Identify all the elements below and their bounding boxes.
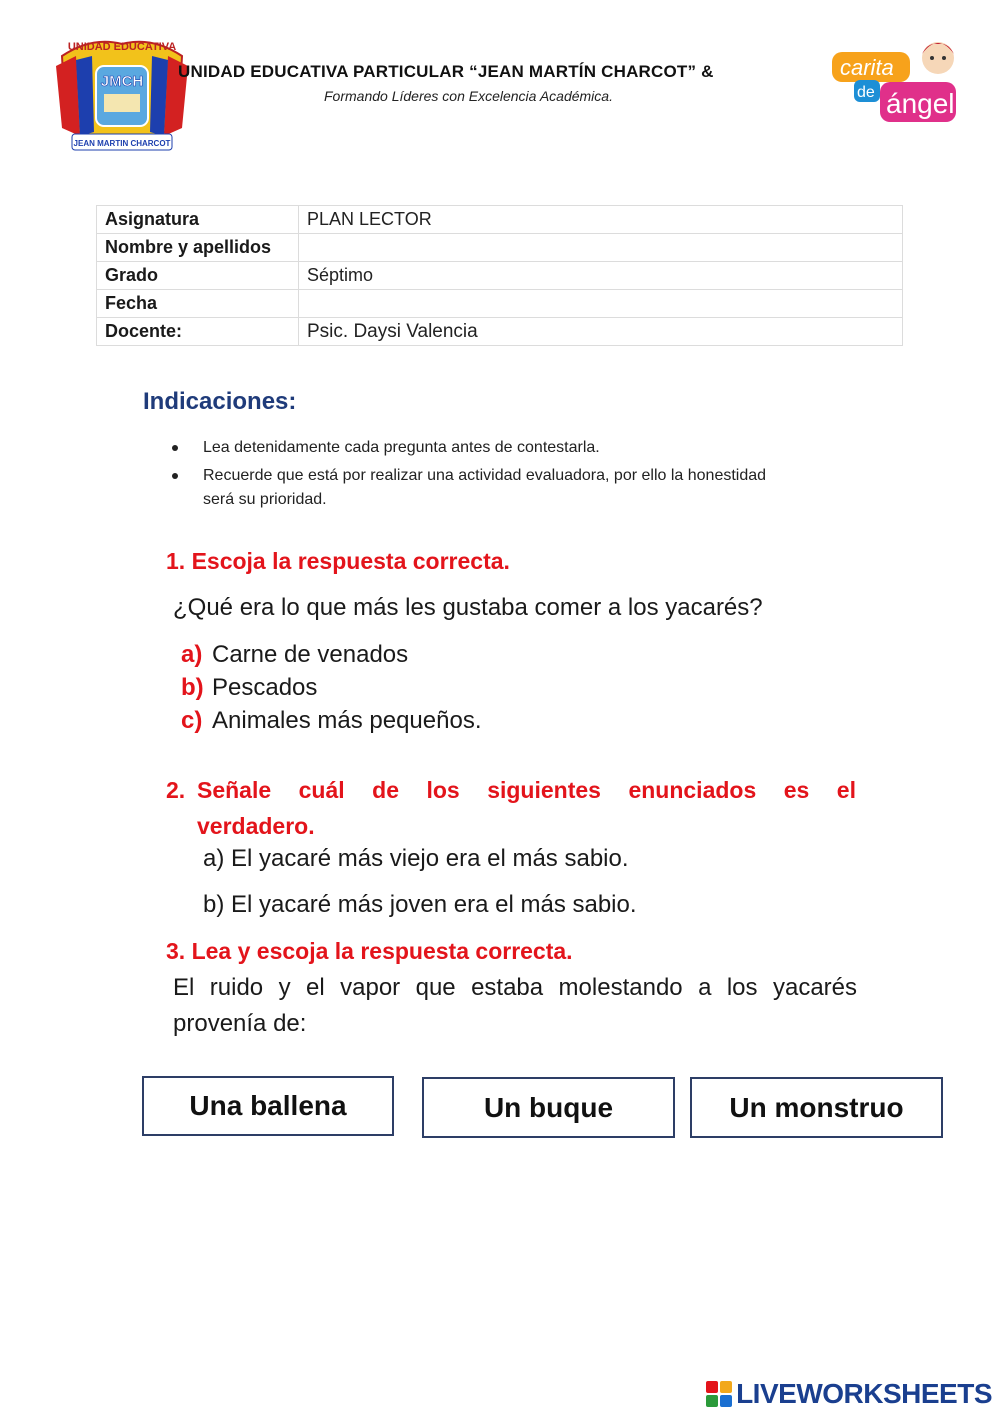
svg-text:JMCH: JMCH	[100, 73, 144, 90]
question-2-option-b[interactable]	[203, 891, 637, 919]
teacher-value: Psic. Daysi Valencia	[299, 318, 903, 346]
school-name: UNIDAD EDUCATIVA PARTICULAR “JEAN MARTÍN CHARCOT” &	[178, 62, 714, 81]
list-item	[172, 464, 872, 512]
svg-text:carita: carita	[840, 55, 894, 80]
name-field[interactable]	[299, 234, 903, 262]
table-row	[97, 262, 903, 290]
svg-text:JEAN MARTIN CHARCOT: JEAN MARTIN CHARCOT	[73, 139, 171, 148]
grade-value: Séptimo	[299, 262, 903, 290]
question-2-title	[166, 772, 856, 844]
question-3-title: 3. Lea y escoja la respuesta correcta.	[166, 938, 573, 964]
question-1-option-a[interactable]	[181, 641, 408, 669]
option-letter: c)	[181, 707, 203, 734]
question-1-title: 1. Escoja la respuesta correcta.	[166, 548, 510, 574]
svg-text:UNIDAD EDUCATIVA: UNIDAD EDUCATIVA	[67, 41, 177, 53]
instruction-text: será su prioridad.	[203, 491, 327, 508]
grade-label: Grado	[97, 262, 299, 290]
liveworksheets-icon	[706, 1381, 732, 1407]
date-label: Fecha	[97, 290, 299, 318]
table-row	[97, 206, 903, 234]
teacher-label: Docente:	[97, 318, 299, 346]
subject-label: Asignatura	[97, 206, 299, 234]
question-1-option-c[interactable]	[181, 707, 481, 735]
subject-value: PLAN LECTOR	[299, 206, 903, 234]
student-info-table	[96, 205, 903, 346]
option-text: El yacaré más joven era el más sabio.	[231, 891, 637, 918]
instruction-text: Lea detenidamente cada pregunta antes de contestarla.	[203, 439, 600, 456]
option-letter: a)	[181, 641, 203, 668]
answer-box-ballena[interactable]: Una ballena	[142, 1076, 394, 1136]
carita-de-angel-logo	[830, 30, 960, 126]
instruction-text: Recuerde que está por realizar una actividad evaluadora, por ello la honestidad	[203, 467, 767, 484]
option-letter: b)	[181, 674, 204, 701]
question-number: 2.	[166, 777, 186, 803]
school-logo	[52, 36, 192, 154]
option-text: El yacaré más viejo era el más sabio.	[231, 845, 629, 872]
bullet-icon	[172, 445, 178, 451]
option-text: Animales más pequeños.	[212, 707, 482, 734]
question-3-line2: provenía de:	[173, 1010, 307, 1037]
table-row	[97, 290, 903, 318]
table-row	[97, 234, 903, 262]
question-1-text: ¿Qué era lo que más les gustaba comer a los yacarés?	[173, 594, 763, 621]
list-item	[172, 436, 872, 460]
bullet-icon	[172, 473, 178, 479]
name-label: Nombre y apellidos	[97, 234, 299, 262]
school-motto: Formando Líderes con Excelencia Académica.	[324, 88, 613, 104]
brand-text: LIVEWORKSHEETS	[736, 1378, 992, 1409]
question-3-line1: El ruido y el vapor que estaba molestando a los yacarés	[173, 974, 857, 1001]
question-1-option-b[interactable]	[181, 674, 317, 702]
question-2-title-line1: Señale cuál de los siguientes enunciados es el	[197, 777, 856, 803]
option-letter: a)	[203, 845, 225, 872]
table-row	[97, 318, 903, 346]
instructions-list	[172, 436, 872, 516]
option-text: Pescados	[212, 674, 318, 701]
liveworksheets-brand	[706, 1378, 992, 1410]
option-text: Carne de venados	[212, 641, 409, 668]
answer-box-monstruo[interactable]: Un monstruo	[690, 1077, 943, 1138]
question-2-option-a[interactable]	[203, 845, 629, 873]
question-2-title-line2: verdadero.	[197, 813, 315, 839]
svg-text:de: de	[857, 84, 875, 101]
question-3-text	[173, 970, 857, 1042]
date-field[interactable]	[299, 290, 903, 318]
answer-box-buque[interactable]: Un buque	[422, 1077, 675, 1138]
option-letter: b)	[203, 891, 225, 918]
svg-text:ángel: ángel	[886, 88, 955, 119]
instructions-title: Indicaciones:	[143, 388, 297, 415]
